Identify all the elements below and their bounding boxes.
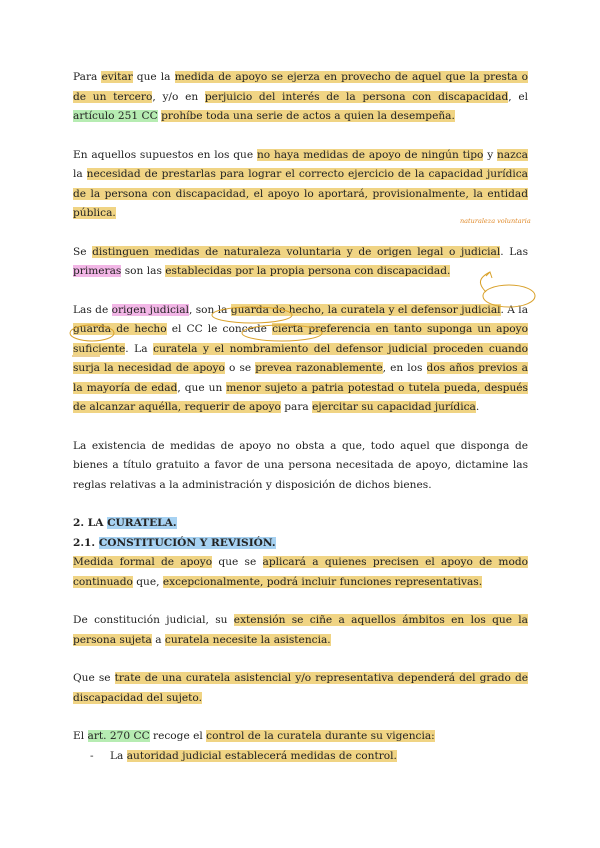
- highlight-pink: origen judicial: [111, 303, 189, 316]
- highlight: curatela y el nombramiento del defensor judicial proceden cuando surja la necesidad de apoyo: [73, 342, 528, 374]
- text: que,: [132, 575, 163, 588]
- highlight: ejercitar su capacidad jurídica: [312, 401, 476, 413]
- text: . La: [125, 342, 154, 355]
- highlight-pink: primeras: [73, 265, 122, 277]
- paragraph-4: [73, 301, 528, 418]
- highlight: dos años previos a la mayoría de edad: [73, 362, 528, 394]
- text: o se: [224, 362, 256, 374]
- highlight: distinguen medidas de naturaleza voluntaria y de origen legal o judicial: [92, 245, 501, 258]
- text: La: [110, 749, 127, 762]
- highlight: Medida formal de apoyo: [73, 556, 213, 568]
- list-bullet: -: [90, 749, 94, 762]
- text: Se: [73, 245, 93, 258]
- list-item: [73, 747, 528, 767]
- heading-highlight: .: [172, 517, 177, 529]
- section-heading-2: [73, 514, 528, 534]
- highlight: excepcionalmente, podrá incluir funciones representativas.: [162, 575, 483, 588]
- highlight: necesidad de prestarlas para lograr el correcto ejercicio de la capacidad jurídica de la persona con discapacidad, el apoyo lo aportará, provisionalmente, la entidad pública.: [73, 168, 528, 219]
- paragraph-5: La existencia de medidas de apoyo no obsta a que, todo aquel que disponga de bienes a título gratuito a favor de una persona necesitada de apoyo, dictamine las reglas relativas a la administración y disposición de dichos bienes.: [73, 439, 528, 491]
- highlight: extensión se ciñe a aquellos ámbitos en los que la persona sujeta: [73, 614, 528, 646]
- text: , y/o en: [152, 90, 205, 103]
- highlight: prohíbe toda una serie de actos a quien la desempeña.: [161, 110, 455, 122]
- text: Que se: [73, 672, 115, 684]
- paragraph-3: [73, 243, 528, 282]
- highlight: guarda de hecho: [73, 323, 167, 335]
- highlight: evitar: [101, 71, 133, 83]
- text: , que un: [177, 381, 227, 394]
- highlight: cierta preferencia en tanto suponga un apoyo suficiente: [73, 323, 528, 355]
- paragraph-1: [73, 68, 528, 127]
- text: recoge el: [149, 730, 207, 742]
- text: , en los: [382, 362, 427, 374]
- text: En aquellos supuestos en los que: [73, 148, 257, 161]
- highlight: trate de una curatela asistencial y/o representativa dependerá del grado de discapacidad del sujeto.: [73, 672, 529, 704]
- paragraph-2: [73, 146, 528, 224]
- heading-number: 2. LA: [73, 517, 108, 529]
- control-list: [73, 747, 528, 767]
- highlight: prevea razonablemente: [255, 362, 383, 374]
- text: que se: [212, 556, 263, 568]
- highlight: establecidas por la propia persona con discapacidad.: [165, 265, 451, 277]
- section-heading-2-1: [73, 534, 528, 554]
- text: la: [73, 168, 87, 180]
- text: que la: [132, 71, 175, 83]
- text: son las: [121, 265, 166, 277]
- highlight-green: artículo 251 CC: [73, 110, 158, 122]
- text: para: [280, 401, 313, 413]
- highlight: control de la curatela durante su vigencia:: [206, 730, 435, 742]
- document-page: [73, 68, 528, 766]
- paragraph-6: [73, 553, 528, 592]
- highlight: nazca: [497, 148, 528, 161]
- text: , son la: [188, 303, 231, 316]
- handwritten-note: naturaleza voluntaria: [460, 217, 531, 225]
- highlight: curatela necesite la asistencia.: [164, 633, 331, 646]
- highlight-green: art. 270 CC: [87, 730, 150, 742]
- highlight: perjuicio del interés de la persona con discapacidad: [204, 90, 509, 103]
- heading-highlight: CONSTITUCIÓN Y REVISIÓN.: [98, 536, 276, 549]
- text: . Las: [500, 245, 529, 258]
- highlight: menor sujeto a patria potestad o tutela pueda, después de alcanzar aquélla, requerir de apoyo: [73, 381, 528, 413]
- text: , el: [508, 90, 528, 103]
- text: . A la: [500, 303, 529, 316]
- highlight: aplicará a quienes precisen el apoyo de modo continuado: [73, 556, 528, 588]
- text: El: [73, 730, 88, 742]
- heading-number: 2.1.: [73, 536, 99, 549]
- text: Para: [73, 71, 102, 83]
- highlight: no haya medidas de apoyo de ningún tipo: [256, 148, 484, 161]
- text: a: [151, 633, 165, 646]
- text: De constitución judicial, su: [73, 614, 234, 626]
- paragraph-9: [73, 727, 528, 747]
- text: .: [475, 401, 480, 413]
- highlight: medida de apoyo se ejerza en provecho de aquel que la presta o de un tercero: [73, 71, 528, 103]
- highlight: autoridad judicial establecerá medidas de control.: [126, 749, 397, 762]
- paragraph-7: [73, 611, 528, 650]
- text: Las de: [73, 303, 112, 316]
- text: y: [483, 148, 498, 161]
- highlight: guarda de hecho, la curatela y el defensor judicial: [230, 303, 501, 316]
- heading-highlight: CURATELA: [107, 517, 173, 529]
- paragraph-8: [73, 669, 528, 708]
- text: el CC le concede: [166, 323, 273, 335]
